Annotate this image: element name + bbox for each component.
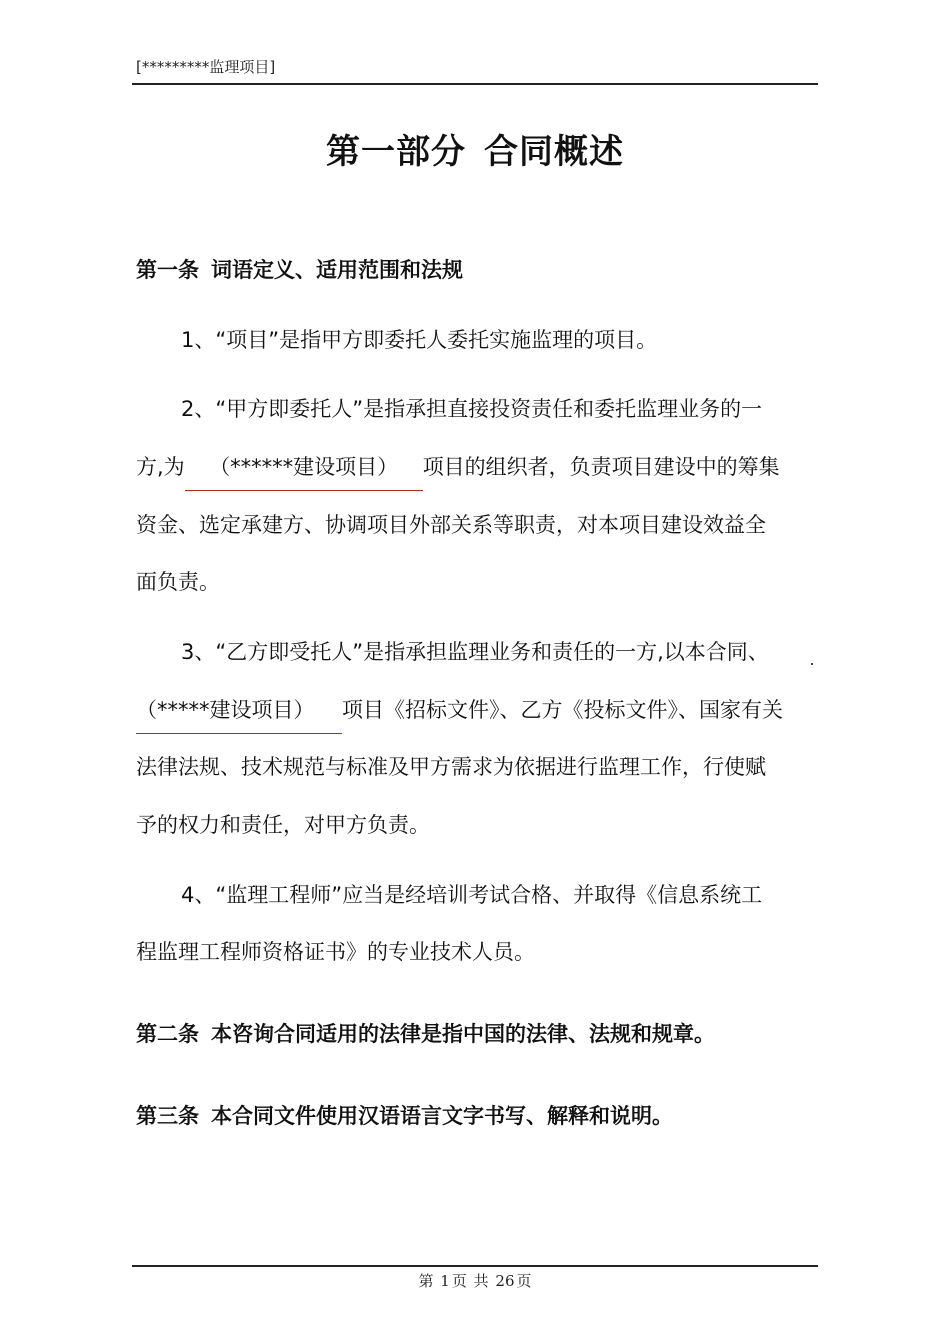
article-3-title: 本合同文件使用汉语语言文字书写、解释和说明。: [211, 1104, 673, 1128]
paragraph-3-line-1: 3、“乙方即受托人”是指承担监理业务和责任的一方,以本合同、: [181, 640, 769, 664]
paragraph-2-line-4: 面负责。: [136, 570, 220, 594]
paragraph-2-line-2: [136, 451, 780, 481]
paragraph-2-suffix: 项目的组织者，负责项目建设中的筹集: [422, 455, 780, 479]
footer-total-unit: 页: [516, 1272, 532, 1290]
project-name-blank-1: （******建设项目）: [185, 451, 423, 481]
paragraph-2-line-3: 资金、选定承建方、协调项目外部关系等职责，对本项目建设效益全: [136, 513, 766, 537]
paragraph-3-line-2: [136, 694, 783, 724]
article-3-heading: [136, 1100, 673, 1130]
paragraph-2-prefix: 方,为: [136, 455, 185, 479]
article-1-heading: [136, 254, 463, 284]
paragraph-4-line-2: 程监理工程师资格证书》的专业技术人员。: [136, 940, 535, 964]
paragraph-3-suffix: 项目《招标文件》、乙方《投标文件》、国家有关: [342, 698, 783, 722]
footer-divider: [132, 1265, 818, 1267]
article-2-heading: [136, 1018, 715, 1048]
header-divider: [132, 83, 818, 85]
article-2-number: 第二条: [136, 1022, 199, 1046]
article-2-title: 本咨询合同适用的法律是指中国的法律、法规和规章。: [211, 1022, 715, 1046]
footer-page-unit: 页: [451, 1272, 467, 1290]
footer-page-label: 第: [418, 1272, 434, 1290]
page-footer: [0, 1270, 950, 1291]
article-1-title: 词语定义、适用范围和法规: [211, 258, 463, 282]
margin-mark: [811, 663, 813, 665]
page-title: [0, 124, 950, 173]
article-1-number: 第一条: [136, 258, 199, 282]
title-name: 合同概述: [484, 132, 624, 172]
paragraph-1: 1、“项目”是指甲方即委托人委托实施监理的项目。: [181, 328, 658, 352]
paragraph-3-line-4: 予的权力和责任，对甲方负责。: [136, 813, 430, 837]
paragraph-4-line-1: 4、“监理工程师”应当是经培训考试合格、并取得《信息系统工: [181, 883, 763, 907]
title-part: 第一部分: [326, 132, 466, 172]
project-name-blank-2: （*****建设项目）: [136, 694, 342, 724]
footer-total-number: 26: [495, 1272, 515, 1290]
header-text: [*********监理项目]: [136, 58, 276, 76]
paragraph-2-line-1: 2、“甲方即委托人”是指承担直接投资责任和委托监理业务的一: [181, 397, 763, 421]
footer-total-label: 共: [473, 1272, 489, 1290]
paragraph-3-line-3: 法律法规、技术规范与标准及甲方需求为依据进行监理工作，行使赋: [136, 755, 766, 779]
footer-page-number: 1: [440, 1272, 450, 1290]
article-3-number: 第三条: [136, 1104, 199, 1128]
